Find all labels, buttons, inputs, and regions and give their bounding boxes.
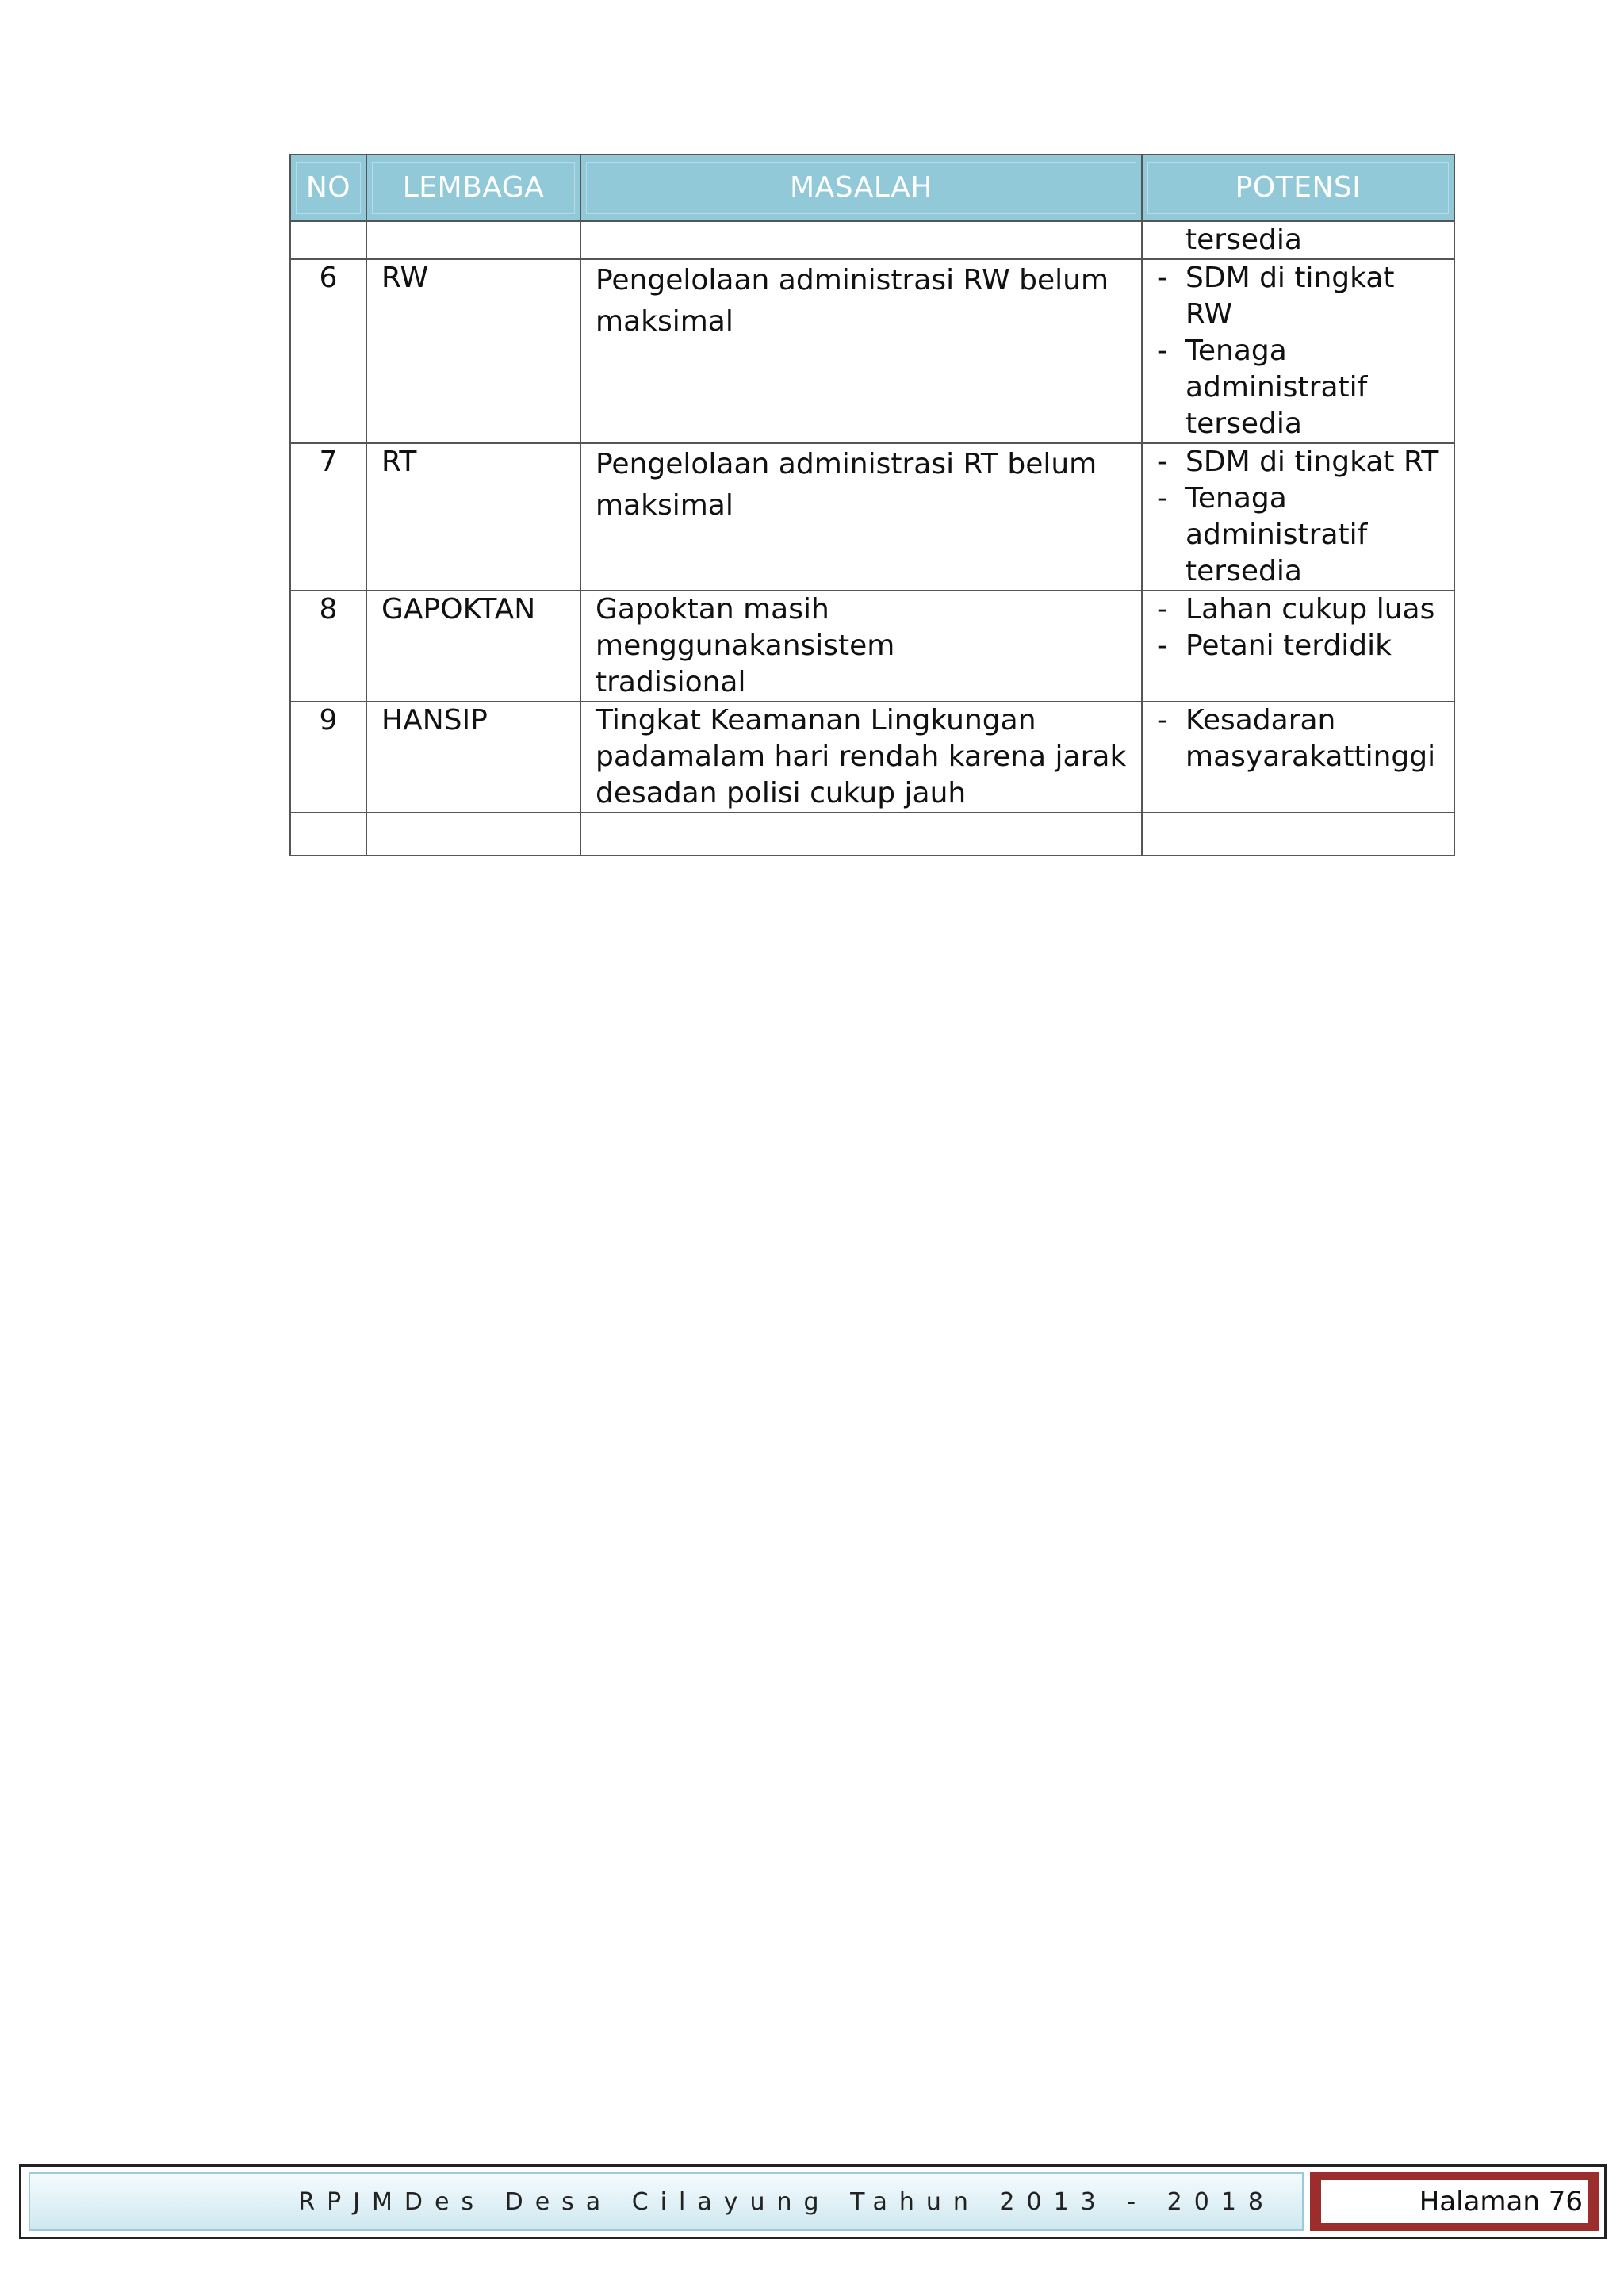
table-row-empty bbox=[290, 813, 1454, 855]
table-row bbox=[290, 591, 1454, 702]
header-potensi bbox=[1142, 155, 1454, 221]
potensi-item: - Petani terdidik bbox=[1157, 628, 1439, 664]
header-lembaga bbox=[366, 155, 580, 221]
masalah-line: Pengelolaan administrasi RT belum bbox=[596, 448, 1097, 480]
page-number-box bbox=[1310, 2172, 1599, 2231]
cell-no: 7 bbox=[290, 443, 366, 591]
table-row bbox=[290, 443, 1454, 591]
header-no-label: NO bbox=[296, 162, 361, 214]
cell-potensi bbox=[1142, 591, 1454, 702]
footer-title: RPJMDes Desa Cilayung Tahun 2013 - 2018 bbox=[298, 2187, 1275, 2216]
cell-no: 9 bbox=[290, 702, 366, 813]
masalah-line: maksimal bbox=[596, 489, 733, 522]
cell-potensi bbox=[1142, 259, 1454, 443]
header-masalah bbox=[580, 155, 1142, 221]
masalah-line: Gapoktan masih menggunakansistem bbox=[596, 593, 895, 662]
potensi-list bbox=[1157, 444, 1439, 590]
cell-no bbox=[290, 813, 366, 855]
potensi-list bbox=[1157, 260, 1439, 442]
cell-masalah bbox=[580, 259, 1142, 443]
cell-no: 8 bbox=[290, 591, 366, 702]
cell-lembaga: RT bbox=[366, 443, 580, 591]
table-header-row bbox=[290, 155, 1454, 221]
cell-lembaga bbox=[366, 221, 580, 259]
cell-lembaga: RW bbox=[366, 259, 580, 443]
header-no bbox=[290, 155, 366, 221]
cell-potensi bbox=[1142, 813, 1454, 855]
potensi-list bbox=[1157, 702, 1439, 775]
potensi-item: - Tenaga administratif tersedia bbox=[1157, 333, 1439, 442]
masalah-potensi-table bbox=[289, 154, 1455, 856]
potensi-item: - Kesadaran masyarakattinggi bbox=[1157, 702, 1439, 775]
cell-no: 6 bbox=[290, 259, 366, 443]
masalah-line: maksimal bbox=[596, 305, 733, 338]
potensi-item: - SDM di tingkat RT bbox=[1157, 444, 1439, 480]
header-potensi-label: POTENSI bbox=[1147, 162, 1449, 214]
page-number: Halaman 76 bbox=[1321, 2180, 1588, 2223]
footer-title-box bbox=[29, 2172, 1304, 2231]
table-row bbox=[290, 259, 1454, 443]
masalah-line: tradisional bbox=[596, 666, 746, 698]
cell-potensi bbox=[1142, 221, 1454, 259]
cell-masalah bbox=[580, 221, 1142, 259]
potensi-item: - SDM di tingkat RW bbox=[1157, 260, 1439, 333]
potensi-item: - Lahan cukup luas bbox=[1157, 591, 1439, 628]
potensi-item: - Tenaga administratif tersedia bbox=[1157, 480, 1439, 590]
cell-masalah bbox=[580, 443, 1142, 591]
header-lembaga-label: LEMBAGA bbox=[372, 162, 575, 214]
cell-masalah bbox=[580, 813, 1142, 855]
cell-lembaga bbox=[366, 813, 580, 855]
cell-no bbox=[290, 221, 366, 259]
cell-lembaga: HANSIP bbox=[366, 702, 580, 813]
cell-lembaga: GAPOKTAN bbox=[366, 591, 580, 702]
masalah-line: padamalam hari rendah karena jarak bbox=[596, 740, 1127, 773]
potensi-continuation: tersedia bbox=[1185, 224, 1302, 256]
cell-potensi bbox=[1142, 443, 1454, 591]
table-row-continuation bbox=[290, 221, 1454, 259]
table-row bbox=[290, 702, 1454, 813]
masalah-line: desadan polisi cukup jauh bbox=[596, 777, 967, 809]
potensi-list bbox=[1157, 591, 1439, 664]
masalah-line: Pengelolaan administrasi RW belum bbox=[596, 264, 1109, 297]
masalah-line: Tingkat Keamanan Lingkungan bbox=[596, 704, 1036, 737]
cell-masalah bbox=[580, 702, 1142, 813]
header-masalah-label: MASALAH bbox=[586, 162, 1136, 214]
cell-potensi bbox=[1142, 702, 1454, 813]
cell-masalah bbox=[580, 591, 1142, 702]
